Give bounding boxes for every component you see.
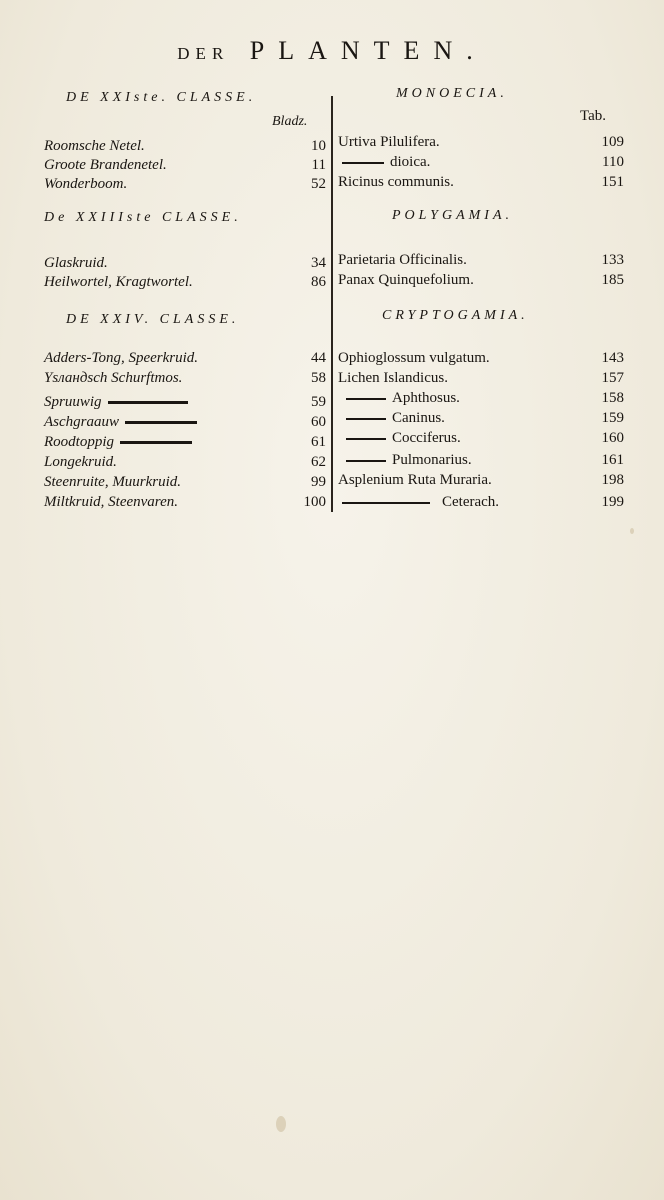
ditto-dash <box>120 441 192 444</box>
ditto-dash <box>346 460 386 462</box>
list-item: Spruuwig 59 <box>44 394 326 410</box>
running-head-small: DER <box>177 44 230 63</box>
list-item: Adders-Tong, Speerkruid. 44 <box>44 350 326 366</box>
section-heading: POLYGAMIA. <box>392 208 513 223</box>
section-heading: DE XXIste. CLASSE. <box>66 90 257 105</box>
ditto-dash <box>342 162 384 164</box>
list-item: Caninus. 159 <box>338 408 624 428</box>
list-item: Groote Brandenetel. 11 <box>44 157 326 173</box>
list-item: Glaskruid. 34 <box>44 255 326 271</box>
list-item: Roomsche Netel. 10 <box>44 138 326 154</box>
ditto-dash <box>342 502 430 504</box>
list-item: Ysландsch Schurftmos. 58 <box>44 370 326 386</box>
list-item: Parietaria Officinalis. 133 <box>338 252 624 268</box>
section-heading: MONOECIA. <box>396 86 508 101</box>
section-heading: De XXIIIste CLASSE. <box>44 210 242 225</box>
list-item: Panax Quinquefolium. 185 <box>338 272 624 288</box>
paper-stain <box>630 528 634 534</box>
running-head-large: PLANTEN. <box>249 36 487 65</box>
list-item: Aphthosus. 158 <box>338 388 624 408</box>
ditto-dash <box>346 438 386 440</box>
list-item: Ceterach. 199 <box>338 492 624 512</box>
bladz-header: Bladz. <box>272 114 308 129</box>
list-item: Heilwortel, Kragtwortel. 86 <box>44 274 326 290</box>
ditto-dash <box>125 421 197 424</box>
list-item: Wonderboom. 52 <box>44 176 326 192</box>
ditto-dash <box>346 418 386 420</box>
list-item: Pulmonarius. 161 <box>338 450 624 470</box>
list-item: Asplenium Ruta Muraria. 198 <box>338 472 624 488</box>
section-heading: CRYPTOGAMIA. <box>382 308 529 323</box>
list-item: Ricinus communis. 151 <box>338 174 624 190</box>
running-head <box>0 36 664 66</box>
list-item: Urtiva Pilulifera. 109 <box>338 134 624 150</box>
list-item: dioica. 110 <box>338 152 624 172</box>
tab-header: Tab. <box>580 108 607 124</box>
list-item: Roodtoppig 61 <box>44 434 326 450</box>
list-item: Steenruite, Muurkruid. 99 <box>44 474 326 490</box>
section-heading: DE XXIV. CLASSE. <box>66 312 240 327</box>
ditto-dash <box>346 398 386 400</box>
list-item: Lichen Islandicus. 157 <box>338 370 624 386</box>
list-item: Longekruid. 62 <box>44 454 326 470</box>
list-item: Aschgraauw 60 <box>44 414 326 430</box>
list-item: Cocciferus. 160 <box>338 428 624 448</box>
list-item: Miltkruid, Steenvaren. 100 <box>44 494 326 510</box>
column-divider <box>331 96 333 512</box>
ditto-dash <box>108 401 188 404</box>
paper-stain <box>276 1116 286 1132</box>
list-item: Ophioglossum vulgatum. 143 <box>338 350 624 366</box>
